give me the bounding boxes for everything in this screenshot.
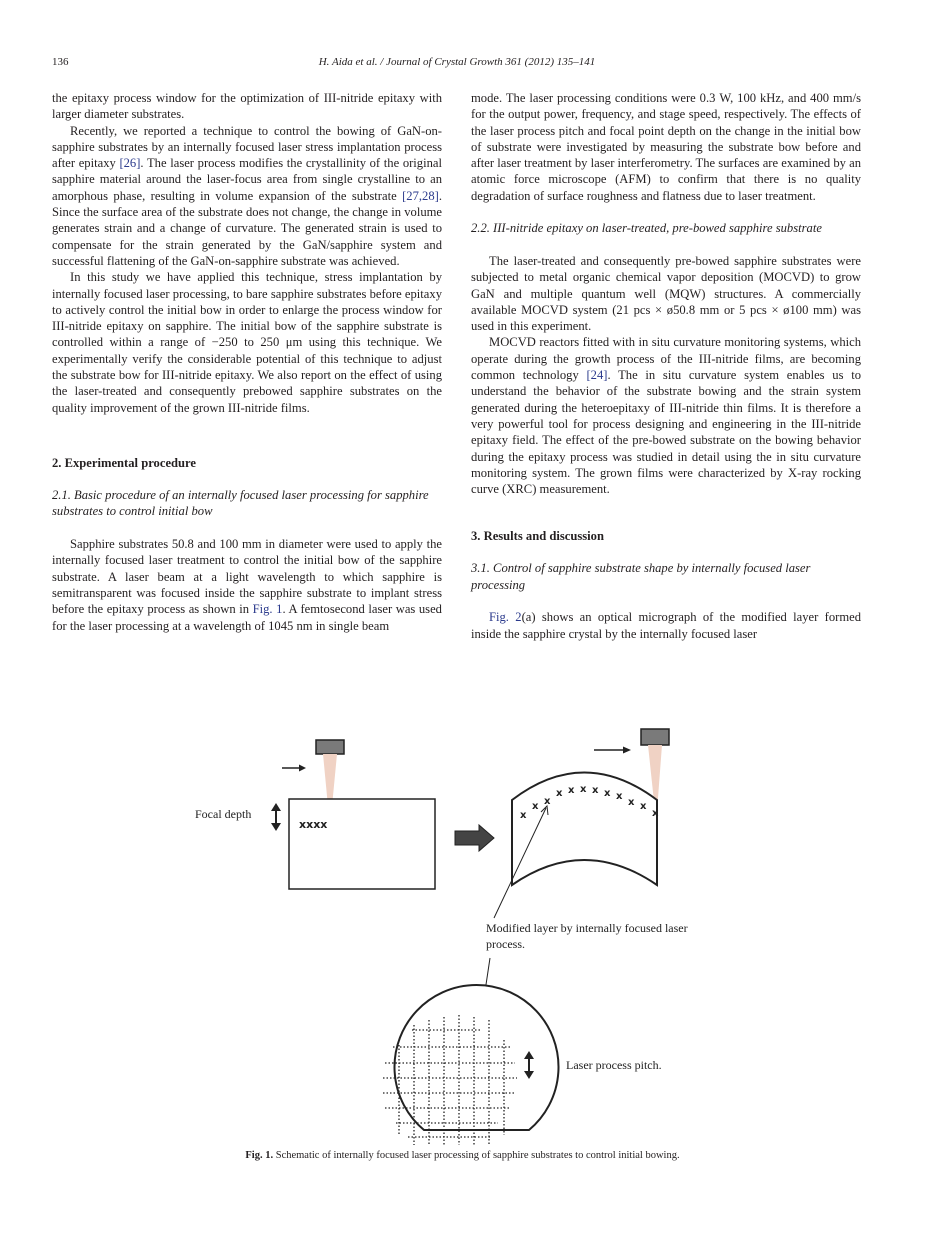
paragraph: mode. The laser processing conditions were 0.3 W, 100 kHz, and 400 mm/s for the output power, frequency, and stage speed, respectively. The effects of the laser process pitch and focal point depth on the change in the initial bow of substrate were investigated by measuring the substrate bow before and after laser treatment by laser interferometry. The surfaces are examined by an atomic force microscope (AFM) to confirm that there is no quality degradation of surface roughness and flatness due to laser treatment. [471,91,861,203]
caption-text: Schematic of internally focused laser processing of sapphire substrates to control initial bowing. [273,1150,680,1161]
caption-label: Fig. 1. [245,1150,274,1161]
journal-reference: H. Aida et al. / Journal of Crystal Growth 361 (2012) 135–141 [318,56,596,68]
paragraph: the epitaxy process window for the optimization of III-nitride epitaxy with larger diameter substrates. [52,91,442,122]
svg-text:x: x [532,801,539,812]
svg-text:x: x [616,791,623,802]
laser-head-icon [316,740,344,754]
subsection-heading: 3.1. Control of sapphire substrate shape by internally focused laser processing [471,561,811,592]
svg-text:x: x [592,785,599,796]
svg-text:x: x [520,810,527,821]
running-head [52,56,862,72]
transition-arrow-icon [455,825,494,851]
citation-link-24[interactable]: [24] [586,368,608,383]
focal-depth-label: Focal depth [195,807,252,821]
paragraph [52,536,442,634]
section-heading: 2. Experimental procedure [52,455,196,470]
laser-head-icon [641,729,669,745]
pitch-label: Laser process pitch. [566,1058,662,1072]
text: . Since the surface area of the substrate does not change, the change in volume generates strain and a change of curvature. The generated strain is used to compensate for the strain generated by the GaN/​sapphire system and successful flattening of the GaN-on-sapphire substrate was achieved. [52,188,442,268]
figure-link-1[interactable]: Fig. 1 [252,602,283,617]
scan-arrow-icon [282,765,306,772]
svg-text:x: x [604,788,611,799]
figure-link-2[interactable]: Fig. 2 [489,610,522,625]
svg-text:x: x [556,788,563,799]
citation-link-27-28[interactable]: [27,28] [402,188,439,203]
flat-substrate [289,799,435,889]
paragraph: In this study we have applied this technique, stress implantation by internally focused laser processing, to bare sapphire substrates before epitaxy to actively control the initial bow in order to enlarge the process window for III-nitride epitaxy on sapphire. The initial bow of the sapphire substrate is controlled within a range of −250 to 250 μm using this technique. We experimentally verify the considerable potential of this technique to adjust the substrate bow for III-nitride epitaxy. We also report on the effect of using the laser-treated and consequently prebowed sapphire substrates on the quality improvement of the grown III-nitride films. [52,270,442,415]
page-number: 136 [52,56,69,68]
figure-caption [0,1150,925,1161]
text: Recently, we reported a technique to control the bowing of GaN-on-sapphire substrates by an internally focused laser stress implantation process after epitaxy [52,123,442,171]
text: Sapphire substrates 50.8 and 100 mm in diameter were used to apply the internally focused laser treatment to control the initial bow of the sapphire substrate. A laser beam at a light wavelength to which sapphire is semitransparent was focused inside the sapphire substrate to implant stress before the epitaxy process as shown in [52,537,442,617]
text: . The laser process modifies the crystallinity of the original sapphire material around the laser-focus area from single crystalline to an amorphous phase, resulting in volume expansion of the substrate [52,156,442,203]
text: (a) shows an optical micrograph of the modified layer formed inside the sapphire crystal by the internally focused laser [471,610,862,641]
text: . The in situ curvature system enables us to understand the behavior of the substrate bowing and the strain system generated during the heteroepitaxy of III-nitride thin films. It is therefore a very powerful tool for process designing and engineering in the III-nitride epitaxy field. The effect of the pre-bowed substrate on the bowing behavior during the epitaxy process was studied in detail using the in situ curvature monitoring system. The grown films were characterized by X-ray rocking curve (XRC) measurement. [471,368,862,497]
text: MOCVD reactors fitted with in situ curvature monitoring systems, which operate during the growth process of the III-nitride films, are becoming common technology [471,335,861,383]
text: . A femtosecond laser was used for the laser processing at a wavelength of 1045 nm in single beam [52,602,442,633]
paragraph [471,609,861,642]
subsection-heading: 2.1. Basic procedure of an internally focused laser processing for sapphire substrates to control initial bow [52,488,429,519]
paragraph [471,334,861,497]
section-heading: 3. Results and discussion [471,528,604,543]
figure-1 [180,725,740,1145]
svg-text:x: x [640,801,647,812]
svg-text:x: x [544,796,551,807]
paragraph [52,123,442,270]
subsection-heading: 2.2. III-nitride epitaxy on laser-treated, pre-bowed sapphire substrate [471,221,822,236]
svg-text:x: x [628,797,635,808]
svg-text:x: x [652,808,659,819]
citation-link-26[interactable]: [26] [119,156,141,171]
paragraph: The laser-treated and consequently pre-bowed sapphire substrates were subjected to metal organic chemical vapor deposition (MOCVD) to grow GaN and multiple quantum well (MQW) structures. A commercially available MOCVD system (21 pcs × ø50.8 mm or 5 pcs × ø100 mm) was used in this experiment. [471,253,861,334]
left-column [52,90,442,634]
svg-text:x: x [568,785,575,796]
modified-layer-label: Modified layer by internally focused laser [486,921,688,935]
laser-marks: xxxx [299,818,328,831]
focal-depth-arrow-icon [271,803,281,831]
modified-layer-label-2: process. [486,937,525,951]
right-column [471,90,861,642]
svg-text:x: x [580,784,587,795]
scan-arrow-icon [594,747,631,754]
